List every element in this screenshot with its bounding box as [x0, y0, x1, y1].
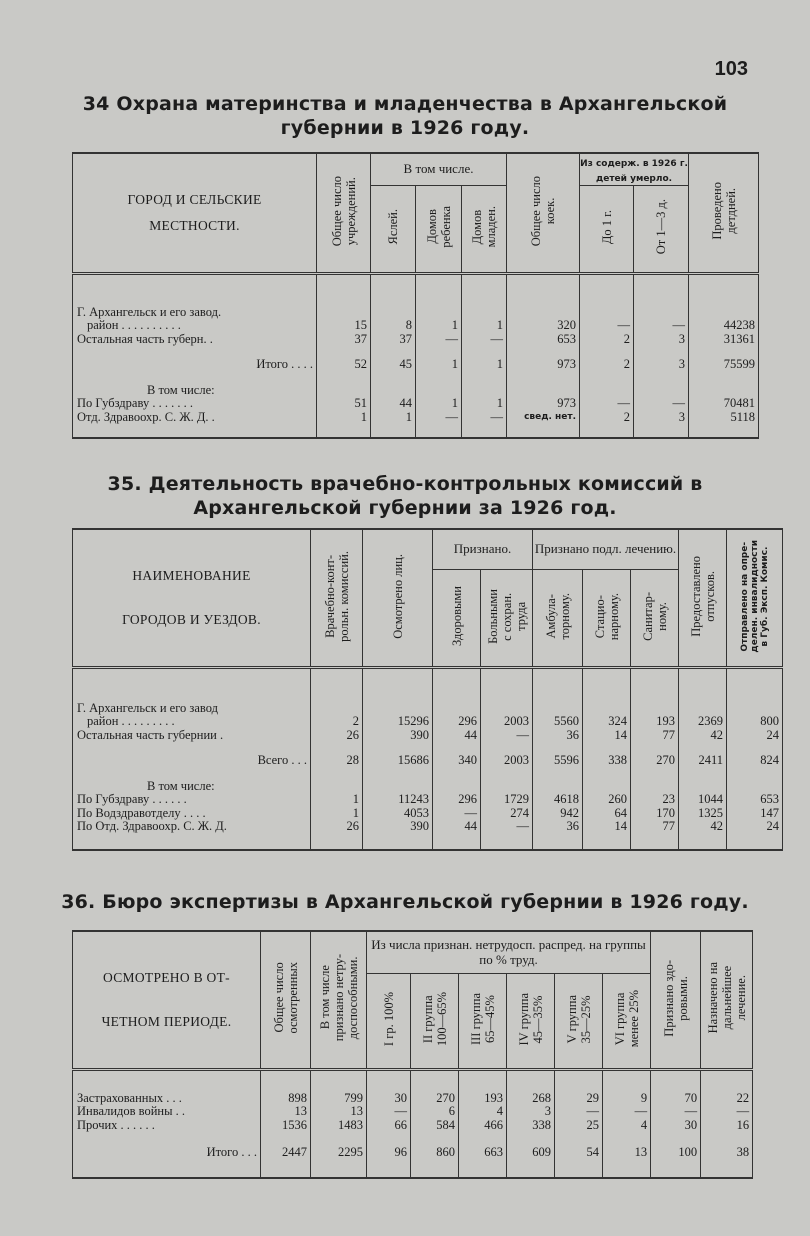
header-place: ГОРОД И СЕЛЬСКИЕ МЕСТНОСТИ. — [73, 153, 317, 274]
header-nurseries: Яслей. — [371, 186, 416, 274]
table-row: Остальная часть губернии . 26 390 44 — 36 14 77 42 24 — [73, 729, 783, 743]
header-infant-homes: Домов младен. — [462, 186, 507, 274]
header-under-1: До 1 г. — [580, 186, 634, 274]
table-row: Инвалидов войны . . 13 13 — 6 4 3 — — — — — [73, 1105, 753, 1119]
header-sick: Больными с сохран. труда — [481, 570, 533, 668]
header-group-5: V группа 35—25% — [555, 974, 603, 1070]
table-row: район . . . . . . . . . 2 15296 296 2003 5560 324 193 2369 800 — [73, 715, 783, 729]
header-sanatorium: Санитар- ному. — [631, 570, 679, 668]
header-including: В том числе. — [371, 153, 507, 186]
header-group-6: VI группа менее 25% — [603, 974, 651, 1070]
header-group-3: III группа 65—45% — [459, 974, 507, 1070]
table-34 — [72, 152, 759, 439]
table-row: Остальная часть губерн. . 37 37 — — 653 2 3 31361 — [73, 333, 759, 347]
table-row: В том числе: — [73, 780, 783, 794]
table-row: По Губздраву . . . . . . . 51 44 1 1 973 — — 70481 — [73, 397, 759, 411]
table-row-total: Итого . . . 2447 2295 96 860 663 609 54 13 100 38 — [73, 1146, 753, 1160]
header-total-examined: Общее число осмотренных — [261, 931, 311, 1070]
header-period: ОСМОТРЕНО В ОТ- ЧЕТНОМ ПЕРИОДЕ. — [73, 931, 261, 1070]
header-leave: Предоставлено отпусков. — [679, 529, 727, 668]
header-child-homes: Домов ребенка — [416, 186, 462, 274]
table-row: По Водздравотделу . . . . 1 4053 — 274 942 64 170 1325 147 — [73, 807, 783, 821]
table-row-total: Итого . . . . 52 45 1 1 973 2 3 75599 — [73, 358, 759, 372]
table-34-title: 34 Охрана материнства и младенчества в Архангельской губернии в 1926 году. — [82, 93, 728, 139]
header-examined: Осмотрено лиц. — [363, 529, 433, 668]
table-row: По Отд. Здравоохр. С. Ж. Д. 26 390 44 — 36 14 77 42 24 — [73, 820, 783, 834]
header-1-to-3: От 1—3 д. — [634, 186, 689, 274]
header-outpatient: Амбула- торному. — [533, 570, 583, 668]
page-number: 103 — [714, 58, 748, 80]
header-group-4: IV группа 45—35% — [507, 974, 555, 1070]
table-36 — [72, 930, 753, 1179]
header-beds: Общее число коек. — [507, 153, 580, 274]
table-35-title: 35. Деятельность врачебно-контрольных комиссий в Архангельской губернии за 1926 год. — [107, 473, 703, 519]
header-total-institutions: Общее число учреждений. — [317, 153, 371, 274]
header-group-1: I гр. 100% — [367, 974, 411, 1070]
header-sent-commission: Отправлено на опре- делен. инвалидности в Губ. Эксп. Комис. — [727, 529, 783, 668]
table-row: район . . . . . . . . . . 15 8 1 1 320 — — 44238 — [73, 319, 759, 333]
table-35 — [72, 528, 783, 851]
table-row: По Губздраву . . . . . . 1 11243 296 1729 4618 260 23 1044 653 — [73, 793, 783, 807]
table-row: Отд. Здравоохр. С. Ж. Д. . 1 1 — — свед. нет. 2 3 5118 — [73, 411, 759, 425]
header-groups: Из числа признан. нетрудосп. распред. на группы по % труд. — [367, 931, 651, 974]
table-row: Прочих . . . . . . 1536 1483 66 584 466 338 25 4 30 16 — [73, 1119, 753, 1133]
table-row: В том числе: — [73, 384, 759, 398]
header-recognized: Признано. — [433, 529, 533, 570]
table-row: Г. Архангельск и его завод. — [73, 306, 759, 320]
header-commissions: Врачебно-конт- рольн. комиссий. — [311, 529, 363, 668]
header-died: Из содерж. в 1926 г. детей умерло. — [580, 153, 689, 186]
header-disabled: В том числе признано нетру- доспособными. — [311, 931, 367, 1070]
header-group-2: II группа 100—65% — [411, 974, 459, 1070]
header-name: НАИМЕНОВАНИЕ ГОРОДОВ И УЕЗДОВ. — [73, 529, 311, 668]
header-treatment: Признано подл. лечению. — [533, 529, 679, 570]
table-36-title: 36. Бюро экспертизы в Архангельской губернии в 1926 году. — [61, 891, 749, 913]
header-inpatient: Стацио- нарному. — [583, 570, 631, 668]
header-further-treatment: Назначено на дальнейшее лечение. — [701, 931, 753, 1070]
table-row: Г. Архангельск и его завод — [73, 702, 783, 716]
header-child-days: Проведено детдней. — [689, 153, 759, 274]
header-recognized-healthy: Признано здо- ровыми. — [651, 931, 701, 1070]
table-row: Застрахованных . . . 898 799 30 270 193 268 29 9 70 22 — [73, 1092, 753, 1106]
table-row-total: Всего . . . 28 15686 340 2003 5596 338 270 2411 824 — [73, 754, 783, 768]
header-healthy: Здоровыми — [433, 570, 481, 668]
